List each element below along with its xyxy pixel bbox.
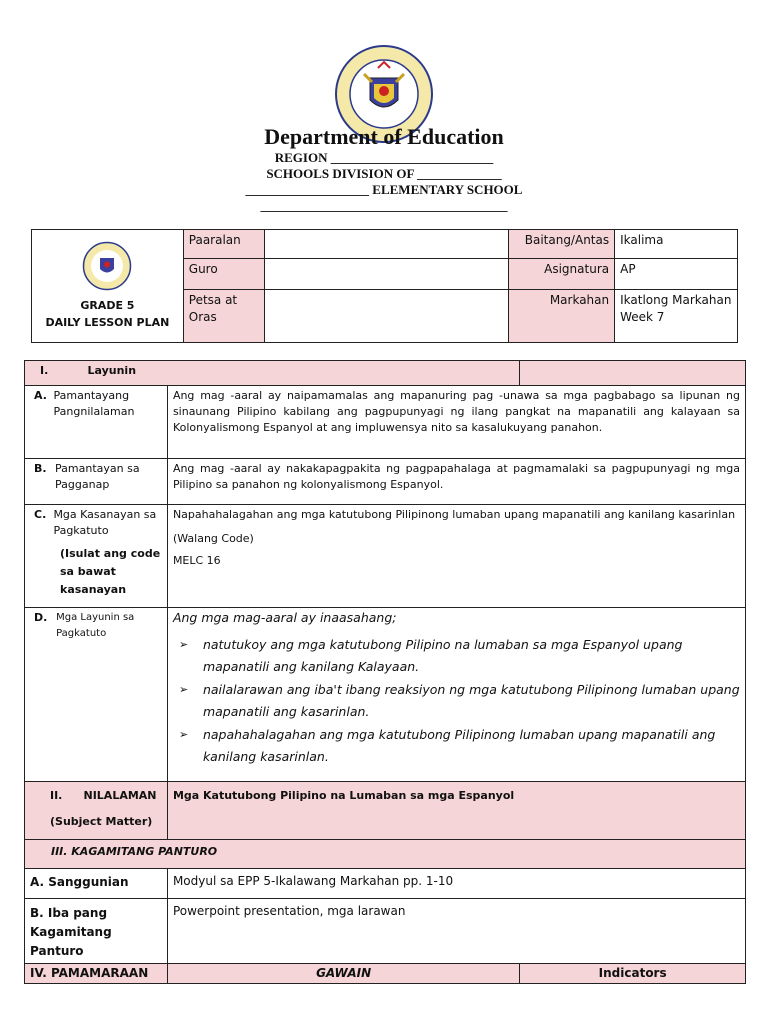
row-label: Pamantayan sa Pagganap: [55, 462, 140, 491]
sanggunian-value: Modyul sa EPP 5-Ikalawang Markahan pp. 1-10: [167, 869, 745, 899]
deped-mini-seal-icon: [82, 241, 132, 291]
petsa-label: Petsa at Oras: [183, 290, 264, 343]
grade-cell: [32, 230, 184, 343]
column-gawain: GAWAIN: [167, 964, 519, 984]
row-letter: B.: [34, 462, 47, 475]
row-c-sublabel: (Isulat ang code sa bawat kasanayan: [60, 547, 161, 596]
asignatura-label: Asignatura: [509, 259, 615, 290]
sanggunian-label: A. Sanggunian: [25, 869, 168, 899]
markahan-value: Ikatlong Markahan Week 7: [615, 290, 738, 343]
row-c-code: (Walang Code): [172, 532, 254, 545]
row-d-content: [167, 608, 745, 782]
asignatura-value: AP: [615, 259, 738, 290]
section-layunin: [25, 361, 520, 386]
info-table: [31, 229, 738, 343]
row-c-text: Napahahalagahan ang mga katutubong Pilipinong lumaban upang mapanatili ang kanilang kasarinlan: [172, 508, 736, 521]
row-b-content: Ang mag -aaral ay nakakapagpakita ng pagpapahalaga at pagmamalaki sa pagpupunyagi ng mga Pilipino sa panahon ng kolonyalismong Espanyol.: [167, 459, 745, 505]
paaralan-field[interactable]: [264, 230, 508, 259]
row-d-label: [25, 608, 168, 782]
lesson-plan-table: [24, 360, 746, 984]
row-a-label: [25, 386, 168, 459]
list-item: ➢ natutukoy ang mga katutubong Pilipino na lumaban sa mga Espanyol upang mapanatili ang kanilang Kalayaan.: [173, 634, 740, 678]
paaralan-label: Paaralan: [183, 230, 264, 259]
row-b-label: [25, 459, 168, 505]
row-d-intro: Ang mga mag-aaral ay inaasahang;: [172, 610, 397, 625]
row-label: Pamantayang Pangnilalaman: [53, 389, 135, 418]
section-number: I.: [40, 364, 49, 377]
section-kagamitang-title: III. KAGAMITANG PANTURO: [25, 840, 746, 869]
plan-title: DAILY LESSON PLAN: [45, 316, 170, 329]
row-letter: A.: [34, 389, 47, 402]
department-title: Department of Education: [264, 124, 504, 149]
row-c-content: [167, 505, 745, 608]
list-item: ➢ nailalarawan ang iba't ibang reaksiyon ng mga katutubong Pilipinong lumaban upang mapanatili ang kasarinlan.: [173, 679, 740, 723]
row-label: Mga Kasanayan sa Pagkatuto: [53, 508, 157, 537]
blank-line: ______________________________________: [260, 198, 508, 213]
section-title: NILALAMAN: [83, 789, 157, 802]
section-nilalaman-label: [25, 782, 168, 840]
markahan-label: Markahan: [509, 290, 615, 343]
row-letter: D.: [34, 611, 48, 624]
section-number: II.: [50, 789, 63, 802]
section-subtitle: (Subject Matter): [50, 815, 153, 828]
row-letter: C.: [34, 508, 47, 521]
region-line: REGION _________________________: [274, 150, 494, 165]
section-title: Layunin: [87, 364, 137, 377]
division-line: SCHOOLS DIVISION OF _____________: [266, 166, 502, 181]
iba-pang-value: Powerpoint presentation, mga larawan: [167, 899, 745, 964]
baitang-label: Baitang/Antas: [509, 230, 615, 259]
objectives-list: [173, 634, 740, 768]
row-c-melc: MELC 16: [172, 554, 221, 567]
petsa-field[interactable]: [264, 290, 508, 343]
guro-field[interactable]: [264, 259, 508, 290]
row-c-label: [25, 505, 168, 608]
section-pamamaraan-title: IV. PAMAMARAAN: [25, 964, 168, 984]
iba-pang-label: B. Iba pang Kagamitang Panturo: [25, 899, 168, 964]
list-item: ➢ napahahalagahan ang mga katutubong Pilipinong lumaban upang mapanatili ang kanilang kasarinlan.: [173, 724, 740, 768]
guro-label: Guro: [183, 259, 264, 290]
section-layunin-right: [520, 361, 746, 386]
section-nilalaman-content: Mga Katutubong Pilipino na Lumaban sa mga Espanyol: [167, 782, 745, 840]
grade-label: GRADE 5: [80, 299, 135, 312]
baitang-value: Ikalima: [615, 230, 738, 259]
school-line: ___________________ ELEMENTARY SCHOOL: [245, 182, 523, 197]
row-a-content: Ang mag -aaral ay naipamamalas ang mapanuring pag -unawa sa mga pagbabago sa lipunan ng sinaunang Pilipino kabilang ang pagpupunyagi ng ilang pangkat na mapanatili ang kalayaan sa Kolonyalismong Espanyol at ang impluwensya nito sa kasalukuyang panahon.: [167, 386, 745, 459]
row-label: Mga Layunin sa Pagkatuto: [56, 612, 135, 639]
column-indicators: Indicators: [520, 964, 746, 984]
